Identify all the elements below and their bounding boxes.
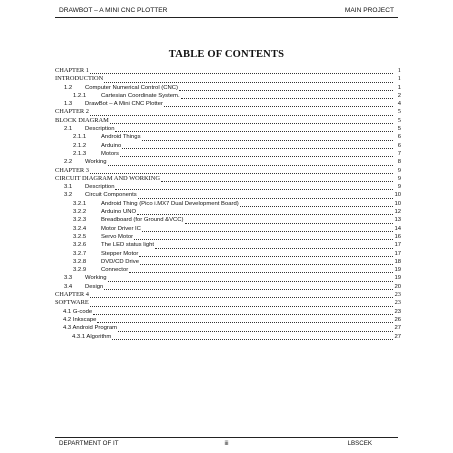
toc-page-number: 6 bbox=[397, 142, 401, 149]
toc-page-number: 17 bbox=[394, 242, 401, 249]
toc-page-number: 23 bbox=[394, 308, 401, 315]
toc-entry-label bbox=[55, 67, 89, 75]
toc-entry-label bbox=[64, 191, 137, 199]
toc-entry[interactable] bbox=[55, 150, 401, 158]
toc-page-number: 1 bbox=[397, 84, 401, 91]
toc-entry-text: Stepper Motor bbox=[101, 250, 139, 257]
toc-dot-leader bbox=[155, 248, 393, 249]
toc-dot-leader bbox=[134, 239, 393, 240]
toc-entry-label bbox=[73, 216, 184, 224]
toc-entry-number: 3.2.2 bbox=[73, 209, 87, 216]
toc-dot-leader bbox=[90, 306, 393, 307]
toc-entry[interactable] bbox=[55, 274, 401, 282]
toc-entry-number: 3.2.8 bbox=[73, 258, 87, 265]
footer-rule bbox=[55, 437, 398, 438]
toc-entry-text: CHAPTER 2 bbox=[55, 108, 89, 116]
toc-entry-label bbox=[64, 283, 103, 291]
toc-entry-text: Arduino UNO bbox=[101, 209, 137, 216]
toc-page-number: 19 bbox=[394, 275, 401, 282]
toc-entry-text: Description bbox=[85, 184, 115, 191]
toc-dot-leader bbox=[93, 314, 393, 315]
toc-entry-number: 2.1.1 bbox=[73, 134, 87, 141]
toc-dot-leader bbox=[122, 148, 393, 149]
toc-dot-leader bbox=[142, 140, 393, 141]
toc-dot-leader bbox=[164, 106, 393, 107]
toc-entry[interactable] bbox=[55, 183, 401, 191]
toc-entry-label bbox=[73, 208, 136, 216]
footer-department: DEPARTMENT OF IT bbox=[59, 440, 119, 447]
toc-entry-number: 3.2.9 bbox=[73, 267, 87, 274]
toc-entry-text: Android Things bbox=[101, 134, 141, 141]
toc-entry-label bbox=[73, 266, 128, 274]
toc-entry-text: DVD/CD Drive bbox=[101, 258, 139, 265]
toc-page-number: 23 bbox=[394, 299, 401, 307]
toc-page-number: 6 bbox=[397, 134, 401, 141]
toc-chapter-entry[interactable] bbox=[55, 117, 401, 125]
toc-dot-leader bbox=[181, 98, 393, 99]
toc-dot-leader bbox=[90, 297, 393, 298]
toc-entry-number: 1.2 bbox=[64, 84, 73, 91]
toc-page-number: 19 bbox=[394, 267, 401, 274]
toc-entry-number: 3.1 bbox=[64, 184, 73, 191]
toc-dot-leader bbox=[240, 206, 393, 207]
toc-dot-leader bbox=[112, 339, 393, 340]
toc-page-number: 26 bbox=[394, 316, 401, 323]
toc-entry-number: 2.1.3 bbox=[73, 150, 87, 157]
toc-entry-text: Connector bbox=[101, 267, 129, 274]
page-header bbox=[55, 5, 398, 17]
table-of-contents bbox=[55, 67, 401, 341]
toc-entry-label bbox=[64, 274, 107, 282]
toc-dot-leader bbox=[90, 73, 393, 74]
toc-page-number: 17 bbox=[394, 250, 401, 257]
toc-dot-leader bbox=[108, 281, 394, 282]
toc-dot-leader bbox=[142, 231, 393, 232]
toc-entry-label bbox=[73, 241, 154, 249]
toc-page-number: 23 bbox=[394, 291, 401, 299]
toc-entry[interactable] bbox=[55, 125, 401, 133]
toc-entry-label bbox=[55, 291, 89, 299]
toc-entry[interactable] bbox=[55, 324, 401, 332]
toc-entry-label bbox=[64, 84, 178, 92]
toc-page-number: 9 bbox=[397, 166, 401, 174]
toc-entry-label bbox=[73, 150, 119, 158]
toc-entry-text: 4.3 Android Program bbox=[63, 325, 118, 332]
toc-entry-label bbox=[55, 299, 89, 307]
toc-entry-text: 4.1 G-code bbox=[63, 308, 93, 315]
toc-entry-text: CIRCUIT DIAGRAM AND WORKING bbox=[55, 174, 161, 182]
toc-chapter-entry[interactable] bbox=[55, 108, 401, 116]
toc-entry[interactable] bbox=[55, 100, 401, 108]
toc-entry-number: 3.2.7 bbox=[73, 250, 87, 257]
toc-entry[interactable] bbox=[55, 216, 401, 224]
toc-entry-label bbox=[64, 100, 163, 108]
toc-page-number: 5 bbox=[397, 108, 401, 116]
toc-dot-leader bbox=[140, 264, 393, 265]
toc-dot-leader bbox=[115, 189, 393, 190]
toc-entry[interactable] bbox=[55, 308, 401, 316]
toc-entry-label bbox=[73, 225, 141, 233]
toc-entry-text: Breadboard (for Ground &VCC) bbox=[101, 217, 184, 224]
toc-dot-leader bbox=[90, 115, 393, 116]
toc-dot-leader bbox=[139, 256, 393, 257]
toc-entry-text: Design bbox=[85, 283, 104, 290]
footer-page-number: iii bbox=[224, 440, 229, 447]
toc-page-number: 5 bbox=[397, 126, 401, 133]
toc-entry-label bbox=[63, 316, 96, 324]
toc-page-number: 5 bbox=[397, 116, 401, 124]
toc-page-number: 1 bbox=[397, 75, 401, 83]
toc-entry-text: Motors bbox=[101, 150, 120, 157]
toc-entry-text: Android Thing (Pico i.MX7 Dual Development Board) bbox=[101, 200, 239, 207]
toc-entry-text: Computer Numerical Control (CNC) bbox=[85, 84, 178, 91]
toc-entry[interactable] bbox=[55, 158, 401, 166]
toc-entry-label bbox=[64, 158, 107, 166]
toc-entry-number: 3.2.3 bbox=[73, 217, 87, 224]
toc-page-number: 13 bbox=[394, 217, 401, 224]
toc-dot-leader bbox=[138, 198, 393, 199]
toc-page-number: 8 bbox=[397, 159, 401, 166]
toc-page-number: 10 bbox=[394, 200, 401, 207]
toc-dot-leader bbox=[115, 131, 393, 132]
toc-entry-text: 4.3.1 Algorithm bbox=[72, 333, 112, 340]
toc-dot-leader bbox=[104, 289, 393, 290]
toc-entry-text: Working bbox=[85, 159, 107, 166]
toc-entry-number: 2.1.2 bbox=[73, 142, 87, 149]
toc-page-number: 9 bbox=[397, 174, 401, 182]
toc-chapter-entry[interactable] bbox=[55, 67, 401, 75]
toc-entry[interactable] bbox=[55, 191, 401, 199]
toc-entry-number: 3.2.6 bbox=[73, 242, 87, 249]
toc-entry-label bbox=[55, 108, 89, 116]
toc-dot-leader bbox=[97, 322, 393, 323]
toc-page-number: 10 bbox=[394, 192, 401, 199]
header-label: MAIN PROJECT bbox=[344, 7, 394, 14]
toc-entry-label bbox=[63, 308, 92, 316]
toc-entry-label bbox=[64, 183, 114, 191]
toc-dot-leader bbox=[137, 214, 393, 215]
toc-entry-text: CHAPTER 1 bbox=[55, 67, 89, 74]
toc-page-number: 16 bbox=[394, 233, 401, 240]
toc-entry[interactable] bbox=[55, 84, 401, 92]
toc-entry-label bbox=[73, 250, 138, 258]
toc-page-number: 14 bbox=[394, 225, 401, 232]
header-project-title: DRAWBOT – A MINI CNC PLOTTER bbox=[59, 7, 168, 14]
toc-entry[interactable] bbox=[55, 316, 401, 324]
toc-dot-leader bbox=[108, 165, 394, 166]
toc-dot-leader bbox=[179, 90, 393, 91]
toc-chapter-entry[interactable] bbox=[55, 175, 401, 183]
toc-chapter-entry[interactable] bbox=[55, 75, 401, 83]
toc-entry-text: CHAPTER 3 bbox=[55, 166, 89, 174]
toc-page-number: 7 bbox=[397, 150, 401, 157]
toc-entry-text: Description bbox=[85, 126, 115, 133]
toc-chapter-entry[interactable] bbox=[55, 167, 401, 175]
toc-entry-number: 3.2.4 bbox=[73, 225, 87, 232]
toc-page-number: 27 bbox=[394, 325, 401, 332]
toc-entry-label bbox=[73, 133, 141, 141]
toc-entry-text: DrawBot – A Mini CNC Plotter bbox=[85, 101, 163, 108]
toc-entry-label bbox=[72, 333, 111, 341]
toc-entry[interactable] bbox=[55, 208, 401, 216]
toc-page-number: 20 bbox=[394, 283, 401, 290]
toc-page-number: 27 bbox=[394, 333, 401, 340]
toc-entry[interactable] bbox=[55, 250, 401, 258]
toc-entry-number: 2.1 bbox=[64, 126, 73, 133]
toc-dot-leader bbox=[90, 173, 393, 174]
toc-dot-leader bbox=[161, 181, 393, 182]
toc-entry-number: 3.3 bbox=[64, 275, 73, 282]
toc-entry-label bbox=[73, 233, 133, 241]
toc-entry-label bbox=[55, 167, 89, 175]
toc-page-number: 1 bbox=[397, 67, 401, 74]
toc-entry[interactable] bbox=[55, 200, 401, 208]
toc-dot-leader bbox=[185, 223, 393, 224]
toc-entry-label bbox=[55, 175, 160, 183]
page-footer bbox=[55, 439, 398, 449]
toc-dot-leader bbox=[118, 331, 393, 332]
toc-entry-number: 3.4 bbox=[64, 283, 73, 290]
toc-dot-leader bbox=[104, 82, 393, 83]
toc-page-number: 12 bbox=[394, 209, 401, 216]
toc-entry[interactable] bbox=[55, 92, 401, 100]
toc-entry[interactable] bbox=[55, 133, 401, 141]
toc-entry-text: Motor Driver IC bbox=[101, 225, 141, 232]
toc-entry-label bbox=[73, 200, 239, 208]
toc-entry-text: BLOCK DIAGRAM bbox=[55, 116, 109, 124]
toc-entry[interactable] bbox=[55, 266, 401, 274]
toc-entry-number: 3.2.5 bbox=[73, 233, 87, 240]
toc-entry-text: INTRODUCTION bbox=[55, 75, 104, 83]
toc-chapter-entry[interactable] bbox=[55, 299, 401, 307]
page-title: TABLE OF CONTENTS bbox=[168, 49, 285, 60]
toc-entry-number: 3.2 bbox=[64, 192, 73, 199]
toc-entry-label bbox=[55, 75, 103, 83]
toc-entry-text: CHAPTER 4 bbox=[55, 291, 89, 299]
toc-entry[interactable] bbox=[55, 333, 401, 341]
toc-entry-text: Arduino bbox=[101, 142, 122, 149]
toc-entry-label bbox=[64, 125, 114, 133]
toc-entry-label bbox=[63, 324, 117, 332]
toc-dot-leader bbox=[110, 123, 393, 124]
toc-entry[interactable] bbox=[55, 142, 401, 150]
toc-entry-text: Cartesian Coordinate System. bbox=[101, 92, 180, 99]
toc-entry[interactable] bbox=[55, 283, 401, 291]
toc-entry[interactable] bbox=[55, 225, 401, 233]
toc-entry-label bbox=[73, 258, 139, 266]
toc-entry-text: The LED status light bbox=[101, 242, 155, 249]
toc-dot-leader bbox=[120, 156, 393, 157]
toc-page-number: 9 bbox=[397, 184, 401, 191]
toc-entry-number: 1.2.1 bbox=[73, 92, 87, 99]
footer-college: LBSCEK bbox=[347, 440, 372, 447]
toc-entry-text: Servo Motor bbox=[101, 233, 134, 240]
toc-entry-label bbox=[73, 142, 121, 150]
toc-entry-text: 4.2 Inkscape bbox=[63, 316, 97, 323]
toc-entry[interactable] bbox=[55, 258, 401, 266]
toc-page-number: 18 bbox=[394, 258, 401, 265]
toc-entry-text: Circuit Components bbox=[85, 192, 137, 199]
toc-entry[interactable] bbox=[55, 241, 401, 249]
header-rule bbox=[55, 17, 398, 18]
toc-page-number: 2 bbox=[397, 92, 401, 99]
toc-entry[interactable] bbox=[55, 233, 401, 241]
toc-page-number: 4 bbox=[397, 101, 401, 108]
toc-dot-leader bbox=[129, 272, 393, 273]
toc-chapter-entry[interactable] bbox=[55, 291, 401, 299]
toc-entry-text: Working bbox=[85, 275, 107, 282]
toc-entry-number: 1.3 bbox=[64, 101, 73, 108]
toc-entry-number: 3.2.1 bbox=[73, 200, 87, 207]
toc-entry-label bbox=[55, 117, 109, 125]
toc-entry-label bbox=[73, 92, 180, 100]
toc-entry-text: SOFTWARE bbox=[55, 299, 89, 307]
toc-entry-number: 2.2 bbox=[64, 159, 73, 166]
